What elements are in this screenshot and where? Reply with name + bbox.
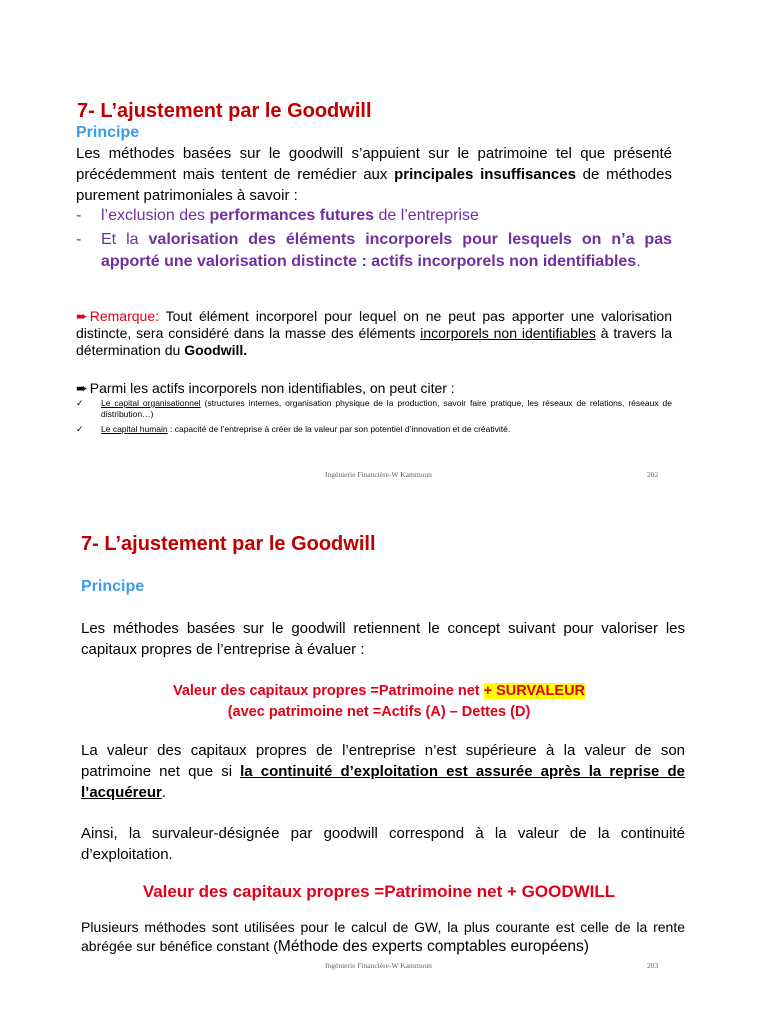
pointing-hand-icon: ➨ <box>76 308 88 324</box>
item-title: Le capital humain <box>101 424 168 434</box>
list-intro <box>76 380 672 397</box>
intro-paragraph: Les méthodes basées sur le goodwill retiennent le concept suivant pour valoriser les capitaux propres de l’entreprise à évaluer : <box>81 620 685 658</box>
slide-title: 7- L’ajustement par le Goodwill <box>81 533 376 555</box>
remark-label: Remarque: <box>89 308 159 324</box>
bullet-item <box>76 229 672 273</box>
intro-text-end: de méthodes purement patrimoniales à savoir : <box>76 166 672 204</box>
remark-paragraph <box>76 308 672 359</box>
para-method-name: Méthode des experts comptables européens) <box>277 938 589 955</box>
para-text: Plusieurs méthodes sont utilisées pour le calcul de GW, la plus courante est celle de la rente abrégée sur bénéfice constant ( <box>81 919 685 954</box>
continuity-paragraph <box>81 740 685 803</box>
item-text: : capacité de l’entreprise à créer de la valeur par son potentiel d’innovation et de créativité. <box>167 424 511 434</box>
methods-paragraph <box>81 918 685 956</box>
bullet-bold: valorisation des éléments incorporels pour lesquels on n’a pas apporté une valorisation distincte : actifs incorporels non identifiables <box>101 231 673 270</box>
remark-underlined: incorporels non identifiables <box>420 325 596 341</box>
checkmark-icon: ✓ <box>76 398 84 408</box>
para-text-end: . <box>161 784 167 801</box>
list-intro-text: Parmi les actifs incorporels non identifiables, on peut citer : <box>89 380 455 396</box>
formula-survaleur <box>76 681 682 723</box>
intro-paragraph <box>76 143 672 206</box>
slide-203 <box>0 512 768 1024</box>
slide-title: 7- L’ajustement par le Goodwill <box>77 100 372 122</box>
bullet-bold: performances futures <box>209 207 374 224</box>
goodwill-paragraph: Ainsi, la survaleur-désignée par goodwill correspond à la valeur de la continuité d’exploitation. <box>81 825 685 863</box>
bullet-text: Et la <box>101 231 149 248</box>
slide-subtitle: Principe <box>81 578 145 595</box>
formula-definition: (avec patrimoine net =Actifs (A) – Dettes (D) <box>227 704 531 720</box>
list-item <box>76 424 672 435</box>
remark-text-mid: à travers la détermination du <box>76 325 672 358</box>
item-text: (structures internes, organisation physique de la production, savoir faire pratique, les réseaux de relations, réseaux de distribution…) <box>101 398 672 419</box>
dash-icon: - <box>76 207 82 224</box>
bullet-text: l’exclusion des <box>101 207 210 224</box>
footer-author: Ingénierie Financière-W Kammoun <box>325 961 432 970</box>
bullet-text-end: . <box>636 253 641 270</box>
formula-highlight: + SURVALEUR <box>483 683 586 699</box>
dash-icon: - <box>76 231 82 248</box>
item-title: Le capital organisationnel <box>101 398 201 408</box>
checkmark-icon: ✓ <box>76 424 84 434</box>
slide-subtitle: Principe <box>76 124 140 141</box>
list-item <box>76 398 672 420</box>
bullet-text-end: de l’entreprise <box>374 207 479 224</box>
footer-author: Ingénierie Financière-W Kammoun <box>325 470 432 479</box>
para-text: La valeur des capitaux propres de l’entreprise n’est supérieure à la valeur de son patrimoine net que si <box>81 742 685 780</box>
page-number: 203 <box>647 961 659 970</box>
formula-goodwill: Valeur des capitaux propres =Patrimoine net + GOODWILL <box>142 882 616 901</box>
para-bold-underlined: la continuité d’exploitation est assurée après la reprise de l’acquéreur <box>81 763 685 801</box>
pointing-hand-icon: ➨ <box>76 380 88 396</box>
remark-text: Tout élément incorporel pour lequel on ne peut pas apporter une valorisation distincte, sera considéré dans la masse des éléments <box>76 308 672 341</box>
remark-bold: Goodwill. <box>184 342 248 358</box>
intro-text: Les méthodes basées sur le goodwill s’appuient sur le patrimoine tel que présenté précédemment mais tentent de remédier aux <box>76 145 672 183</box>
formula-text: Valeur des capitaux propres =Patrimoine net <box>172 683 484 699</box>
page-number: 202 <box>647 470 659 479</box>
bullet-item <box>76 205 672 227</box>
intro-bold: principales insuffisances <box>394 166 576 183</box>
